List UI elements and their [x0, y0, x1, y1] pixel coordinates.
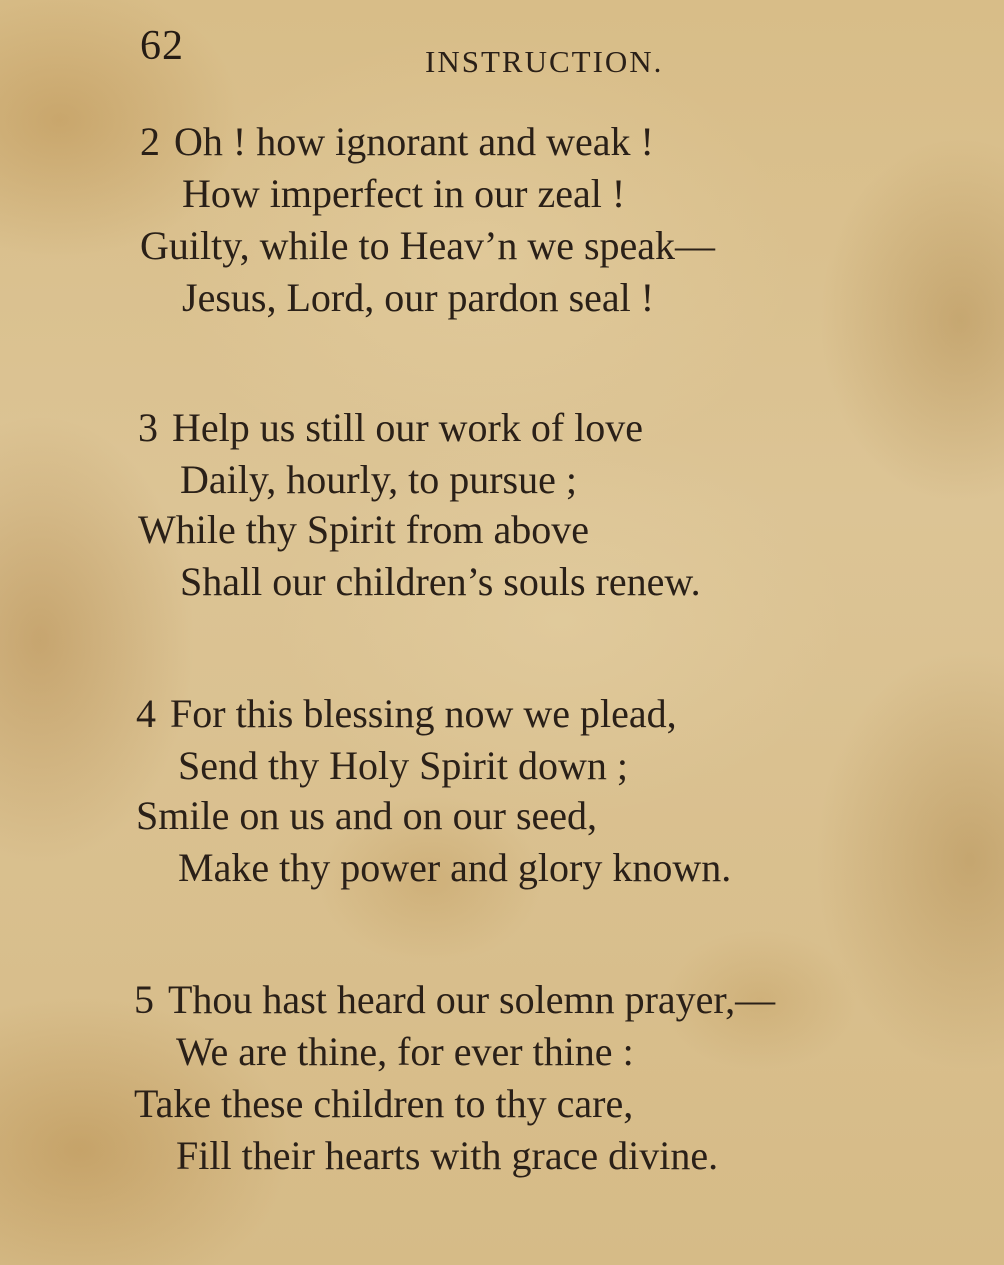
verse-line: Smile on us and on our seed,: [136, 793, 598, 838]
verse-line: Fill their hearts with grace divine.: [176, 1133, 719, 1178]
verse-line: [138, 402, 643, 454]
verse-line: How imperfect in our zeal !: [182, 171, 626, 216]
verse-line: Make thy power and glory known.: [178, 845, 732, 890]
verse-text: Oh ! how ignorant and weak !: [174, 119, 654, 164]
verse-line: Daily, hourly, to pursue ;: [180, 457, 577, 502]
verse-line: We are thine, for ever thine :: [176, 1029, 634, 1074]
page-number: 62: [140, 23, 184, 69]
verse-line: While thy Spirit from above: [138, 507, 590, 552]
verse-line: [140, 116, 654, 168]
verse-text: Help us still our work of love: [172, 405, 644, 450]
running-head: INSTRUCTION.: [425, 44, 664, 79]
verse-line: Shall our children’s souls renew.: [180, 559, 701, 604]
verse-text: Thou hast heard our solemn prayer,—: [168, 977, 776, 1022]
stanza-number: 3: [138, 405, 158, 450]
verse-line: Guilty, while to Heav’n we speak—: [140, 223, 716, 268]
verse-line: [134, 974, 775, 1026]
stanza-number: 4: [136, 691, 156, 736]
stanza-number: 2: [140, 119, 160, 164]
verse-line: [136, 688, 677, 740]
verse-text: For this blessing now we plead,: [170, 691, 677, 736]
verse-line: Send thy Holy Spirit down ;: [178, 743, 629, 788]
stanza-number: 5: [134, 977, 154, 1022]
verse-line: Jesus, Lord, our pardon seal !: [182, 275, 655, 320]
verse-line: Take these children to thy care,: [134, 1081, 634, 1126]
